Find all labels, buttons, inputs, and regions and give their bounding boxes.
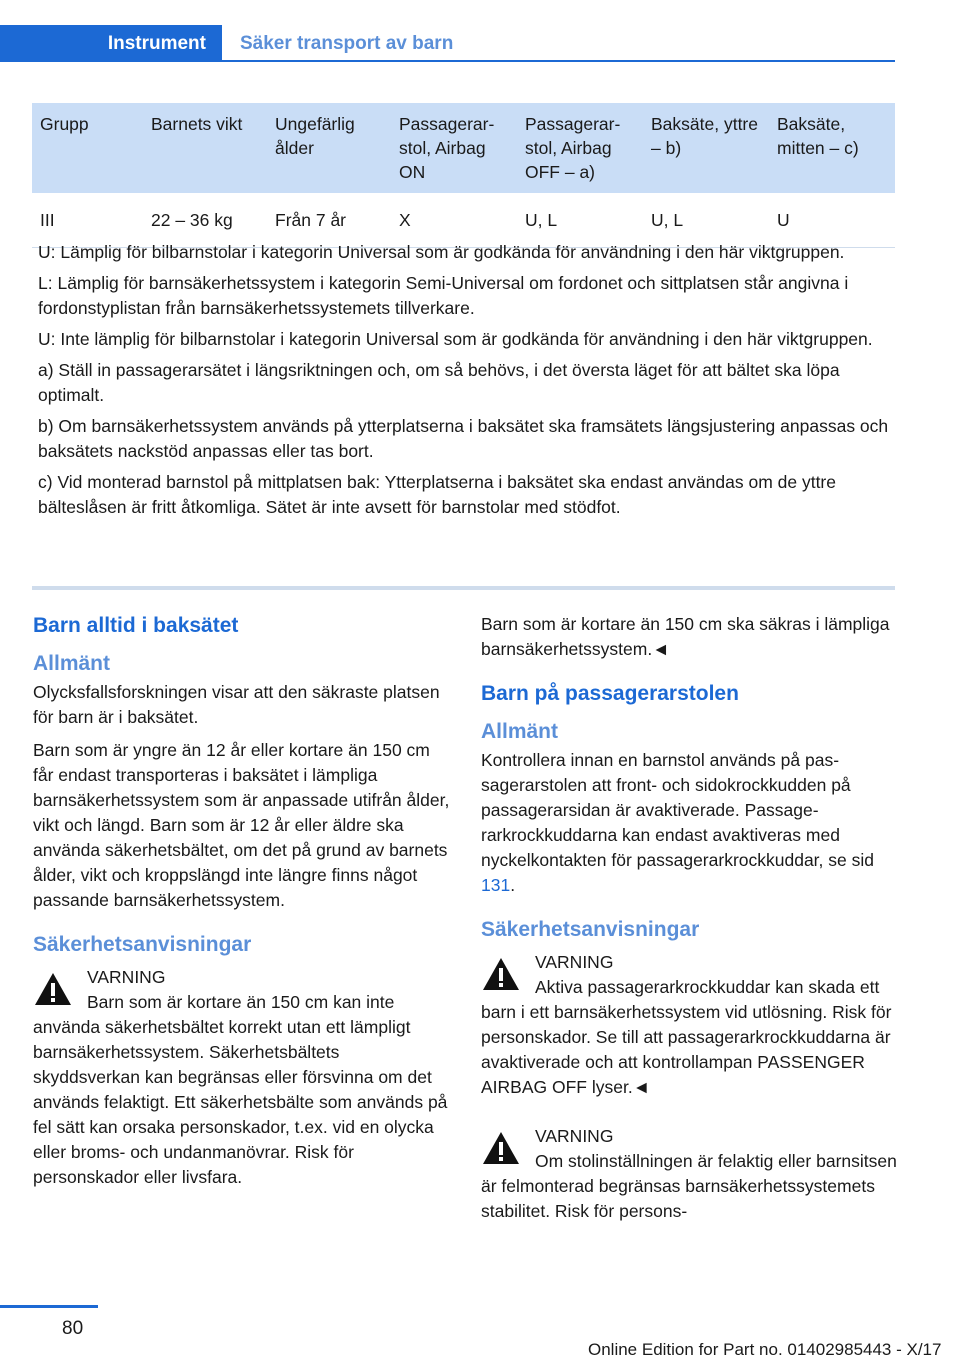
col-header-airbag-off: Passagerar-stol, Airbag OFF – a) bbox=[517, 103, 643, 193]
warning-label: VARNING bbox=[87, 967, 166, 987]
right-column bbox=[481, 612, 899, 1232]
col-header-baksate-mitten: Baksäte, mitten – c) bbox=[769, 103, 895, 193]
page-header bbox=[0, 0, 895, 62]
section-title: Barn på passagerarstolen bbox=[481, 682, 739, 705]
col-header-airbag-on: Passagerar-stol, Airbag ON bbox=[391, 103, 517, 193]
child-seat-table bbox=[32, 103, 895, 248]
table-cell: Från 7 år bbox=[267, 193, 391, 248]
subsection-title: Allmänt bbox=[33, 652, 111, 675]
col-header-alder: Ungefärlig ålder bbox=[267, 103, 391, 193]
note: L: Lämplig för barnsäkerhetssystem i kategorin Semi-Universal om fordonet och sittplatsen står angivna i fordonstyplistan från barnsäkerhetssystemets tillverkare. bbox=[38, 273, 849, 318]
paragraph: Olycksfallsforskningen visar att den säkraste platsen för barn är i baksätet. bbox=[33, 682, 440, 727]
notes-divider bbox=[32, 586, 895, 590]
col-header-vikt: Barnets vikt bbox=[143, 103, 267, 193]
left-column bbox=[33, 612, 451, 1198]
warning-triangle-icon bbox=[33, 971, 73, 1007]
subsection-title: Säkerhetsanvisningar bbox=[481, 918, 700, 941]
subsection-title: Säkerhetsanvisningar bbox=[33, 933, 252, 956]
col-header-grupp: Grupp bbox=[32, 103, 143, 193]
table-cell: U, L bbox=[643, 193, 769, 248]
footer-rule bbox=[0, 1305, 98, 1308]
warning-box bbox=[481, 950, 899, 1100]
paragraph: Barn som är yngre än 12 år eller kortare än 150 cm får endast transporteras i baksätet i lämpliga barnsäkerhetssystem som är anpassade utifrån ålder, vikt och längd. Barn som är 12 år eller äldre ska använda säkerhetsbältet, om det på grund av barnets ålder, vikt och kroppslängd inte längre finns något passande barnsäkerhetssystem. bbox=[33, 740, 450, 910]
warning-box bbox=[481, 1124, 899, 1224]
warning-triangle-icon bbox=[481, 956, 521, 992]
note: U: Inte lämplig för bilbarnstolar i kategorin Universal som är godkända för användning i den här viktgruppen. bbox=[38, 329, 873, 349]
warning-label: VARNING bbox=[535, 1126, 614, 1146]
warning-text: Om stolinställningen är felaktig eller barnsitsen är felmonterad begränsas barnsäkerhetssystemets stabilitet. Risk för persons- bbox=[481, 1151, 897, 1221]
table-cell: 22 – 36 kg bbox=[143, 193, 267, 248]
warning-box bbox=[33, 965, 451, 1190]
edition-note: Online Edition for Part no. 01402985443 - X/17 bbox=[588, 1340, 942, 1359]
note: c) Vid monterad barnstol på mittplatsen bak: Ytterplatserna i baksätet ska endast användas om de yttre bälteslåsen är fritt åtkomliga. Sätet är inte avsett för barnstolar med stödfot. bbox=[38, 472, 836, 517]
note: U: Lämplig för bilbarnstolar i kategorin Universal som är godkända för användning i den här viktgruppen. bbox=[38, 242, 845, 262]
warning-triangle-icon bbox=[481, 1130, 521, 1166]
paragraph: Kontrollera innan en barnstol används på passagerarstolen att front- och sidokrockkudden på passagerarsidan är avaktiverade. Passagerarkrockkuddarna kan endast avaktiveras med nyckelkontakten för passagerarkrockkuddar, se sid 131. bbox=[481, 750, 874, 895]
note: a) Ställ in passagerarsätet i längsriktningen och, om så behövs, i det översta läget för att bältet ska löpa optimalt. bbox=[38, 360, 840, 405]
note: b) Om barnsäkerhetssystem används på ytterplatserna i baksätet ska framsätets längsjustering anpassas och baksätets nackstöd anpassas eller tas bort. bbox=[38, 416, 889, 461]
section-tab[interactable]: Instrument bbox=[0, 25, 222, 62]
table-cell: U, L bbox=[517, 193, 643, 248]
table-notes bbox=[38, 240, 890, 526]
warning-text: Barn som är kortare än 150 cm kan inte använda säkerhetsbältet korrekt utan ett lämpligt barnsäkerhetssystem. Säkerhetsbältets skyddsverkan kan begränsas eller försvinna om det används felaktigt. Ett säkerhetsbälte som används på fel sätt kan orsaka personskador, t.ex. vid en olycka eller broms- och undanmanövrar. Risk för personskador eller livsfara. bbox=[33, 992, 448, 1187]
table-header-row bbox=[32, 103, 895, 193]
warning-label: VARNING bbox=[535, 952, 614, 972]
table-cell: X bbox=[391, 193, 517, 248]
header-divider bbox=[222, 60, 895, 62]
subsection-title: Allmänt bbox=[481, 720, 559, 743]
page-number: 80 bbox=[62, 1318, 84, 1339]
table-cell: U bbox=[769, 193, 895, 248]
col-header-baksate-yttre: Baksäte, yttre – b) bbox=[643, 103, 769, 193]
breadcrumb[interactable]: Säker transport av barn bbox=[240, 33, 454, 54]
warning-text: Aktiva passagerarkrockkuddar kan skada ett barn i ett barnsäkerhetssystem vid utlösning. Risk för personskador. Se till att passagerarkrockkuddarna är avaktiverade och att kontrollampan PASSENGER AIRBAG OFF lyser.◄ bbox=[481, 977, 892, 1097]
paragraph: Barn som är kortare än 150 cm ska säkras i lämpliga barnsäkerhetssystem.◄ bbox=[481, 614, 890, 659]
section-title: Barn alltid i baksätet bbox=[33, 614, 239, 637]
page-link[interactable]: 131 bbox=[481, 875, 511, 895]
table-cell: III bbox=[32, 193, 143, 248]
